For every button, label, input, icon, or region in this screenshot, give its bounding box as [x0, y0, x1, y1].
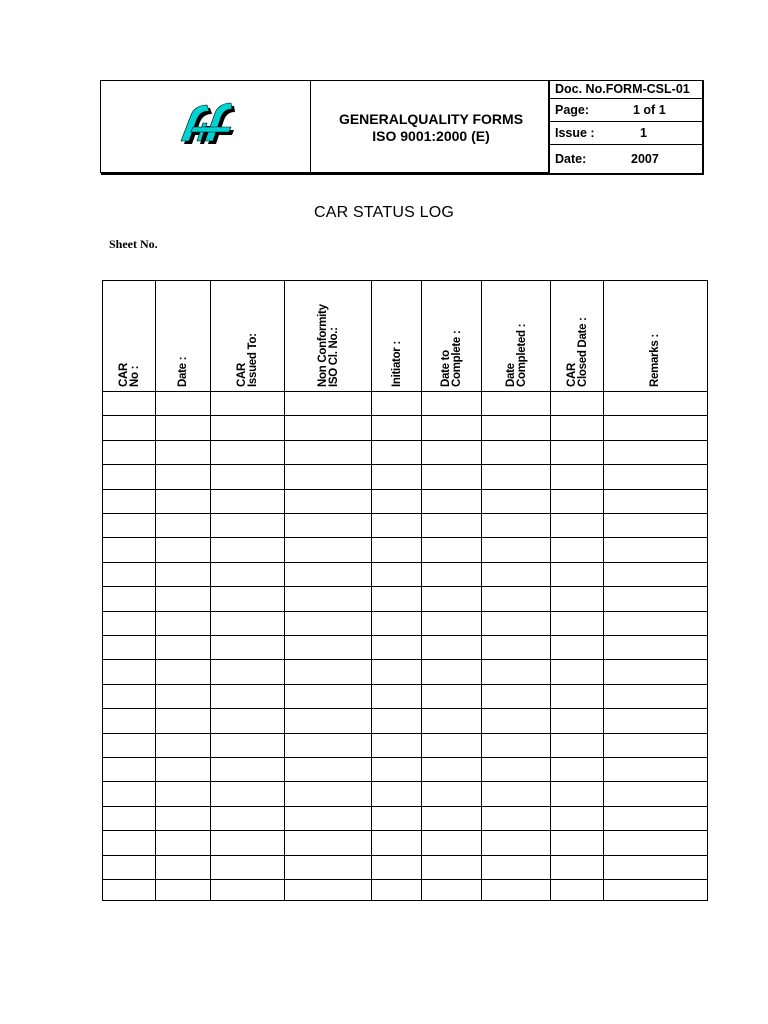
log-entry-cell[interactable]	[211, 831, 284, 854]
log-entry-cell[interactable]	[156, 392, 210, 415]
log-entry-cell[interactable]	[211, 441, 284, 464]
log-entry-cell[interactable]	[211, 709, 284, 732]
log-entry-cell[interactable]	[372, 587, 421, 610]
log-entry-cell[interactable]	[103, 734, 155, 757]
log-entry-cell[interactable]	[604, 441, 706, 464]
log-entry-cell[interactable]	[482, 758, 550, 781]
log-entry-cell[interactable]	[285, 441, 371, 464]
document-info-box	[548, 80, 704, 175]
log-entry-cell[interactable]	[156, 465, 210, 488]
log-entry-cell[interactable]	[285, 612, 371, 635]
log-entry-cell[interactable]	[285, 587, 371, 610]
column-header-label: Date Completed :	[504, 323, 528, 387]
log-entry-cell[interactable]	[551, 490, 603, 513]
log-entry-cell[interactable]	[103, 636, 155, 659]
log-entry-cell[interactable]	[422, 880, 481, 903]
log-entry-cell[interactable]	[156, 490, 210, 513]
log-entry-cell[interactable]	[103, 856, 155, 879]
log-entry-cell[interactable]	[422, 734, 481, 757]
log-entry-cell[interactable]	[422, 660, 481, 683]
log-entry-cell[interactable]	[422, 538, 481, 561]
log-entry-cell[interactable]	[551, 587, 603, 610]
column-header	[103, 281, 156, 391]
log-entry-cell[interactable]	[372, 685, 421, 708]
log-entry-cell[interactable]	[211, 807, 284, 830]
log-entry-cell[interactable]	[285, 758, 371, 781]
log-entry-cell[interactable]	[372, 514, 421, 537]
log-entry-cell[interactable]	[285, 709, 371, 732]
log-entry-cell[interactable]	[372, 441, 421, 464]
header-frame	[100, 80, 550, 173]
column-header-label: Date :	[177, 356, 189, 387]
column-header	[551, 281, 604, 391]
log-entry-cell[interactable]	[156, 856, 210, 879]
date-value: 2007	[631, 152, 659, 166]
log-entry-cell[interactable]	[551, 734, 603, 757]
log-entry-cell[interactable]	[285, 636, 371, 659]
log-entry-cell[interactable]	[372, 563, 421, 586]
column-header	[422, 281, 482, 391]
log-entry-cell[interactable]	[482, 856, 550, 879]
log-entry-cell[interactable]	[422, 782, 481, 805]
column-header-label: Initiator :	[390, 341, 403, 387]
log-entry-cell[interactable]	[551, 831, 603, 854]
log-entry-cell[interactable]	[482, 636, 550, 659]
log-entry-cell[interactable]	[103, 416, 155, 439]
log-entry-cell[interactable]	[211, 856, 284, 879]
log-entry-cell[interactable]	[103, 587, 155, 610]
log-entry-cell[interactable]	[422, 856, 481, 879]
log-entry-cell[interactable]	[372, 612, 421, 635]
log-entry-cell[interactable]	[482, 612, 550, 635]
log-entry-cell[interactable]	[422, 465, 481, 488]
log-entry-cell[interactable]	[604, 490, 706, 513]
log-entry-cell[interactable]	[482, 660, 550, 683]
column-header	[482, 281, 551, 391]
log-entry-cell[interactable]	[211, 392, 284, 415]
column-header-label: CAR No :	[117, 362, 141, 387]
log-entry-cell[interactable]	[551, 636, 603, 659]
form-title-cell	[311, 81, 551, 174]
log-entry-cell[interactable]	[211, 612, 284, 635]
log-entry-cell[interactable]	[604, 782, 706, 805]
log-entry-cell[interactable]	[551, 880, 603, 903]
log-entry-cell[interactable]	[482, 685, 550, 708]
log-entry-cell[interactable]	[285, 538, 371, 561]
log-entry-cell[interactable]	[156, 441, 210, 464]
log-entry-cell[interactable]	[482, 782, 550, 805]
log-entry-cell[interactable]	[482, 416, 550, 439]
log-entry-cell[interactable]	[422, 709, 481, 732]
log-entry-cell[interactable]	[551, 416, 603, 439]
log-entry-cell[interactable]	[422, 392, 481, 415]
log-entry-cell[interactable]	[604, 660, 706, 683]
column-header-label: Remarks :	[649, 334, 661, 387]
log-entry-cell[interactable]	[103, 807, 155, 830]
log-entry-cell[interactable]	[482, 880, 550, 903]
log-entry-cell[interactable]	[156, 831, 210, 854]
log-entry-cell[interactable]	[372, 538, 421, 561]
log-entry-cell[interactable]	[103, 612, 155, 635]
log-entry-cell[interactable]	[551, 709, 603, 732]
log-entry-cell[interactable]	[285, 831, 371, 854]
log-entry-cell[interactable]	[422, 636, 481, 659]
log-entry-cell[interactable]	[211, 636, 284, 659]
column-header	[285, 281, 372, 391]
log-entry-cell[interactable]	[156, 782, 210, 805]
log-entry-cell[interactable]	[156, 612, 210, 635]
log-entry-cell[interactable]	[372, 734, 421, 757]
log-entry-cell[interactable]	[103, 782, 155, 805]
log-entry-cell[interactable]	[551, 758, 603, 781]
log-entry-cell[interactable]	[285, 807, 371, 830]
log-entry-cell[interactable]	[551, 441, 603, 464]
log-entry-cell[interactable]	[482, 490, 550, 513]
log-entry-cell[interactable]	[156, 416, 210, 439]
log-entry-cell[interactable]	[422, 612, 481, 635]
date-row	[549, 145, 702, 174]
log-entry-cell[interactable]	[156, 758, 210, 781]
log-entry-cell[interactable]	[372, 807, 421, 830]
log-entry-cell[interactable]	[551, 538, 603, 561]
log-entry-cell[interactable]	[604, 416, 706, 439]
log-entry-cell[interactable]	[551, 685, 603, 708]
log-entry-cell[interactable]	[211, 514, 284, 537]
log-entry-cell[interactable]	[604, 856, 706, 879]
log-entry-cell[interactable]	[551, 514, 603, 537]
date-label: Date:	[555, 152, 587, 166]
log-entry-cell[interactable]	[482, 734, 550, 757]
doc-number-row	[549, 81, 702, 99]
sheet-number-label: Sheet No.	[109, 237, 158, 251]
log-entry-cell[interactable]	[422, 587, 481, 610]
log-entry-cell[interactable]	[482, 441, 550, 464]
log-entry-cell[interactable]	[372, 782, 421, 805]
issue-row	[549, 122, 702, 145]
log-entry-cell[interactable]	[372, 392, 421, 415]
log-entry-cell[interactable]	[103, 538, 155, 561]
log-entry-cell[interactable]	[372, 709, 421, 732]
log-entry-cell[interactable]	[422, 416, 481, 439]
column-header	[156, 281, 211, 391]
log-entry-cell[interactable]	[156, 636, 210, 659]
doc-number: Doc. No.FORM-CSL-01	[555, 82, 690, 96]
log-entry-cell[interactable]	[372, 856, 421, 879]
log-entry-cell[interactable]	[422, 514, 481, 537]
log-entry-cell[interactable]	[156, 660, 210, 683]
log-entry-cell[interactable]	[482, 563, 550, 586]
form-title-line2: ISO 9001:2000 (E)	[372, 128, 490, 144]
log-entry-cell[interactable]	[156, 538, 210, 561]
log-entry-cell[interactable]	[211, 734, 284, 757]
log-entry-cell[interactable]	[211, 758, 284, 781]
column-header	[604, 281, 707, 391]
log-entry-cell[interactable]	[211, 538, 284, 561]
log-entry-cell[interactable]	[285, 563, 371, 586]
log-entry-cell[interactable]	[211, 660, 284, 683]
log-entry-cell[interactable]	[156, 880, 210, 903]
log-entry-cell[interactable]	[285, 685, 371, 708]
page-value: 1 of 1	[633, 103, 666, 117]
column-header-label: CAR Closed Date :	[565, 317, 589, 387]
log-entry-cell[interactable]	[103, 514, 155, 537]
log-entry-cell[interactable]	[103, 490, 155, 513]
company-logo-icon	[179, 101, 237, 147]
log-entry-cell[interactable]	[285, 514, 371, 537]
log-entry-cell[interactable]	[285, 490, 371, 513]
log-entry-cell[interactable]	[285, 392, 371, 415]
log-entry-cell[interactable]	[372, 831, 421, 854]
log-entry-cell[interactable]	[211, 563, 284, 586]
log-entry-cell[interactable]	[604, 758, 706, 781]
log-entry-cell[interactable]	[422, 563, 481, 586]
log-entry-cell[interactable]	[604, 880, 706, 903]
log-entry-cell[interactable]	[372, 636, 421, 659]
car-status-log-table	[102, 280, 708, 901]
column-header-label: Date to Complete :	[440, 330, 463, 387]
log-entry-cell[interactable]	[551, 782, 603, 805]
log-entry-cell[interactable]	[604, 563, 706, 586]
log-entry-cell[interactable]	[372, 660, 421, 683]
log-entry-cell[interactable]	[372, 758, 421, 781]
log-entry-cell[interactable]	[482, 831, 550, 854]
log-entry-cell[interactable]	[285, 880, 371, 903]
issue-value: 1	[640, 126, 647, 140]
log-entry-cell[interactable]	[211, 416, 284, 439]
log-entry-cell[interactable]	[372, 490, 421, 513]
log-entry-cell[interactable]	[103, 465, 155, 488]
column-header	[211, 281, 285, 391]
log-entry-cell[interactable]	[482, 538, 550, 561]
form-header	[100, 80, 705, 175]
log-entry-cell[interactable]	[422, 441, 481, 464]
log-entry-cell[interactable]	[211, 587, 284, 610]
log-entry-cell[interactable]	[103, 709, 155, 732]
log-entry-cell[interactable]	[551, 612, 603, 635]
log-entry-cell[interactable]	[211, 465, 284, 488]
log-entry-cell[interactable]	[604, 514, 706, 537]
log-entry-cell[interactable]	[285, 660, 371, 683]
issue-label: Issue :	[555, 126, 595, 140]
log-entry-cell[interactable]	[103, 660, 155, 683]
log-entry-cell[interactable]	[211, 782, 284, 805]
log-entry-cell[interactable]	[422, 807, 481, 830]
log-entry-cell[interactable]	[372, 880, 421, 903]
log-entry-cell[interactable]	[604, 831, 706, 854]
log-entry-cell[interactable]	[156, 807, 210, 830]
log-entry-cell[interactable]	[285, 465, 371, 488]
log-entry-cell[interactable]	[604, 709, 706, 732]
log-entry-cell[interactable]	[551, 392, 603, 415]
log-entry-cell[interactable]	[103, 831, 155, 854]
log-entry-cell[interactable]	[482, 709, 550, 732]
log-entry-cell[interactable]	[604, 807, 706, 830]
log-entry-cell[interactable]	[551, 563, 603, 586]
log-entry-cell[interactable]	[103, 758, 155, 781]
page-row	[549, 99, 702, 122]
log-entry-cell[interactable]	[422, 758, 481, 781]
log-entry-cell[interactable]	[604, 685, 706, 708]
log-entry-cell[interactable]	[604, 465, 706, 488]
log-entry-cell[interactable]	[103, 441, 155, 464]
log-entry-cell[interactable]	[156, 587, 210, 610]
log-entry-cell[interactable]	[103, 392, 155, 415]
log-entry-cell[interactable]	[422, 685, 481, 708]
log-entry-cell[interactable]	[482, 514, 550, 537]
log-entry-cell[interactable]	[103, 685, 155, 708]
log-entry-cell[interactable]	[604, 636, 706, 659]
log-entry-cell[interactable]	[551, 807, 603, 830]
log-entry-cell[interactable]	[604, 612, 706, 635]
log-entry-cell[interactable]	[551, 465, 603, 488]
log-entry-cell[interactable]	[156, 514, 210, 537]
log-entry-cell[interactable]	[156, 563, 210, 586]
log-entry-cell[interactable]	[604, 734, 706, 757]
form-title-line1: GENERALQUALITY FORMS	[338, 111, 524, 127]
log-entry-cell[interactable]	[551, 856, 603, 879]
log-entry-cell[interactable]	[285, 782, 371, 805]
logo-cell	[101, 81, 311, 174]
log-entry-cell[interactable]	[482, 587, 550, 610]
log-entry-cell[interactable]	[156, 685, 210, 708]
log-entry-cell[interactable]	[285, 416, 371, 439]
log-entry-cell[interactable]	[604, 538, 706, 561]
page-label: Page:	[555, 103, 590, 117]
log-entry-cell[interactable]	[482, 465, 550, 488]
log-entry-cell[interactable]	[285, 856, 371, 879]
log-entry-cell[interactable]	[482, 392, 550, 415]
log-entry-cell[interactable]	[156, 709, 210, 732]
log-entry-cell[interactable]	[103, 563, 155, 586]
document-title: CAR STATUS LOG	[313, 204, 454, 221]
log-entry-cell[interactable]	[422, 490, 481, 513]
log-entry-cell[interactable]	[211, 490, 284, 513]
log-entry-cell[interactable]	[482, 807, 550, 830]
column-header-label: Non Conformity ISO Cl. No.:	[316, 304, 340, 387]
log-entry-cell[interactable]	[103, 880, 155, 903]
log-entry-cell[interactable]	[604, 392, 706, 415]
log-entry-cell[interactable]	[372, 416, 421, 439]
column-header	[372, 281, 422, 391]
log-entry-cell[interactable]	[211, 685, 284, 708]
column-header-label: CAR Issued To:	[236, 333, 259, 387]
log-entry-cell[interactable]	[551, 660, 603, 683]
log-entry-cell[interactable]	[156, 734, 210, 757]
log-entry-cell[interactable]	[422, 831, 481, 854]
log-entry-cell[interactable]	[211, 880, 284, 903]
log-entry-cell[interactable]	[285, 734, 371, 757]
log-entry-cell[interactable]	[372, 465, 421, 488]
log-entry-cell[interactable]	[604, 587, 706, 610]
